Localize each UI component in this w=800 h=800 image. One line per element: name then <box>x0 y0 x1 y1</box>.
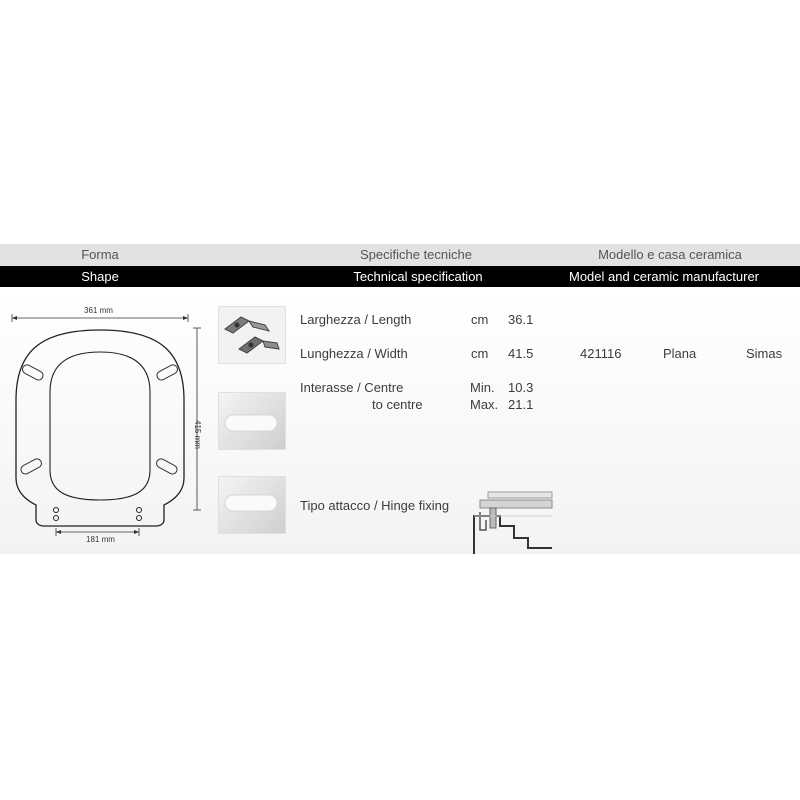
header-row-english <box>0 266 800 287</box>
seat-shape-drawing <box>0 300 215 550</box>
header-shape-it: Forma <box>81 247 119 262</box>
model-manufacturer: Simas <box>746 346 783 361</box>
centre-dimension-label: 181 mm <box>86 535 115 544</box>
model-name: Plana <box>663 346 697 361</box>
spec-centre-min-value: 10.3 <box>508 380 534 395</box>
height-dimension-label: 415 mm <box>193 420 202 449</box>
header-spec-en: Technical specification <box>353 269 483 284</box>
spec-width-label: Lunghezza / Width <box>300 346 408 361</box>
header-row-italian <box>0 244 800 266</box>
width-dimension-label: 361 mm <box>84 306 113 315</box>
hinge-hardware-icon <box>219 307 285 363</box>
spec-length-value: 36.1 <box>508 312 534 327</box>
header-model-en: Model and ceramic manufacturer <box>568 269 760 284</box>
spec-hinge-label: Tipo attacco / Hinge fixing <box>300 498 450 513</box>
spec-centre-max-value: 21.1 <box>508 397 534 412</box>
spec-centre-max: Max. <box>470 397 499 412</box>
hinge-hardware-photo <box>218 306 286 364</box>
spec-centre-label-2: to centre <box>372 397 423 412</box>
spec-centre-label: Interasse / Centre <box>300 380 404 395</box>
bumper-photo-1 <box>218 392 286 450</box>
spec-length-unit: cm <box>471 312 489 327</box>
spec-width-value: 41.5 <box>508 346 534 361</box>
bumper-icon <box>219 393 285 449</box>
hinge-fixing-diagram <box>470 490 554 554</box>
header-shape-en: Shape <box>81 269 119 284</box>
spec-centre-min: Min. <box>470 380 495 395</box>
spec-length-label: Larghezza / Length <box>300 312 412 327</box>
spec-width-unit: cm <box>471 346 489 361</box>
header-spec-it: Specifiche tecniche <box>359 247 472 262</box>
bumper-icon <box>219 477 285 533</box>
model-code: 421116 <box>580 346 622 361</box>
bumper-photo-2 <box>218 476 286 534</box>
header-model-it: Modello e casa ceramica <box>598 247 742 262</box>
